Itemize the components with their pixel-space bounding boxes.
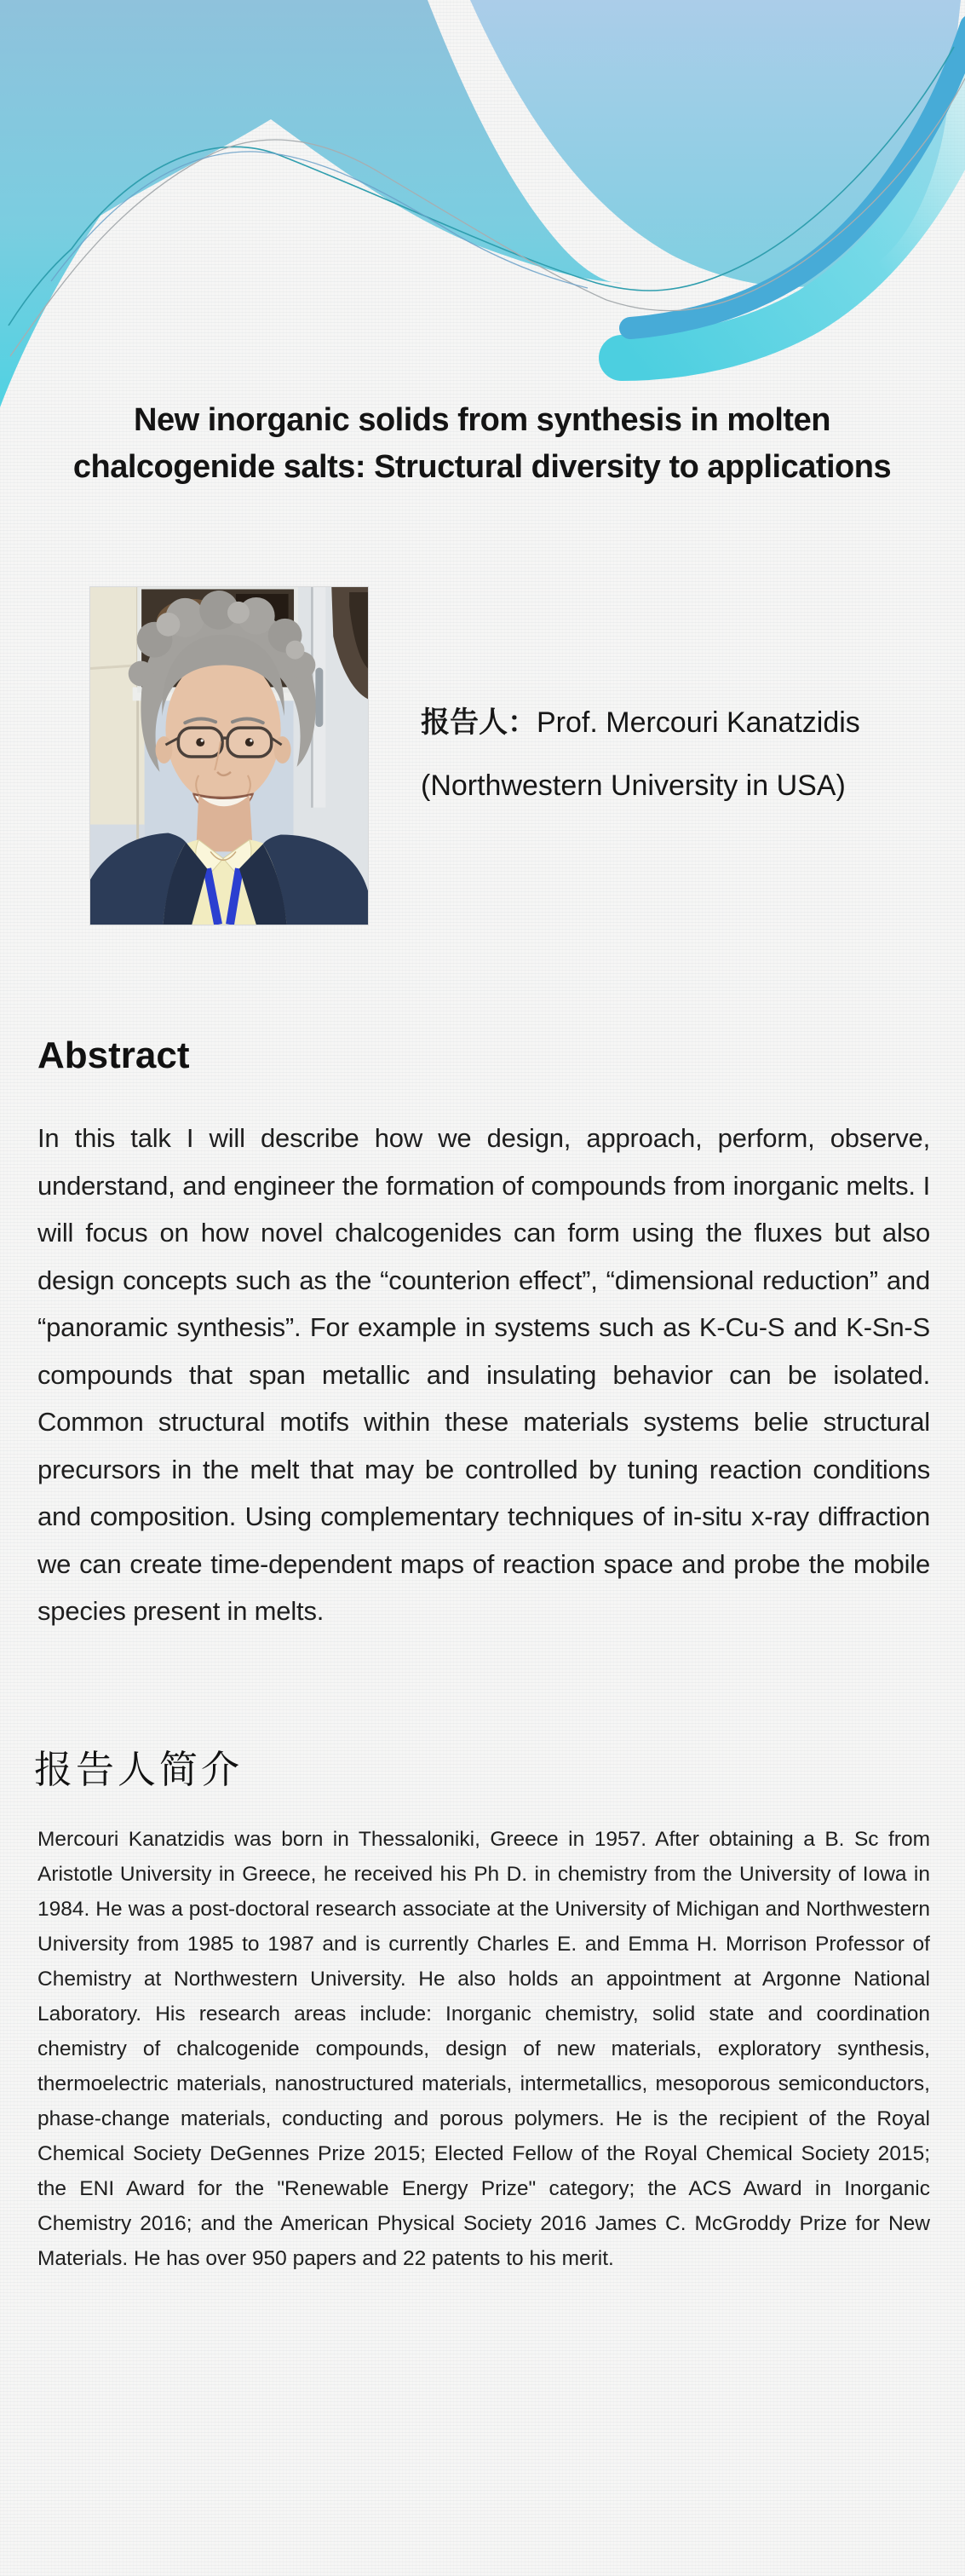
abstract-heading: Abstract xyxy=(37,1034,190,1076)
page-title: New inorganic solids from synthesis in molten chalcogenide salts: Structural diversity to applications xyxy=(72,402,892,485)
bio-heading: 报告人简介 xyxy=(34,1749,244,1791)
wave-header-graphic xyxy=(0,0,965,596)
speaker-label: 报告人： xyxy=(421,706,537,739)
speaker-name: Prof. Mercouri Kanatzidis xyxy=(537,706,860,739)
speaker-info xyxy=(421,699,860,803)
speaker-portrait-graphic xyxy=(90,587,368,925)
bio-body: Mercouri Kanatzidis was born in Thessaloniki, Greece in 1957. After obtaining a B. Sc from Aristotle University in Greece, he received his Ph D. in chemistry from the University of Iowa in 1984. He was a post-doctoral research associate at the University of Michigan and Northwestern University from 1985 to 1987 and is currently Charles E. and Emma H. Morrison Professor of Chemistry at Northwestern University. He also holds an appointment at Argonne National Laboratory. His research areas include: Inorganic chemistry, solid state and coordination chemistry of chalcogenide compounds, design of new materials, exploratory synthesis, thermoelectric materials, nanostructured materials, intermetallics, mesoporous semiconductors, phase-change materials, conducting and porous polymers. He is the recipient of the Royal Chemical Society DeGennes Prize 2015; Elected Fellow of the Royal Chemical Society 2015; the ENI Award for the "Renewable Energy Prize" category; the ACS Award in Inorganic Chemistry 2016; and the American Physical Society 2016 James C. McGroddy Prize for New Materials. He has over 950 papers and 22 patents to his merit. xyxy=(37,1828,930,2270)
speaker-name-line xyxy=(421,699,860,741)
speaker-photo xyxy=(89,586,369,925)
speaker-affiliation: (Northwestern University in USA) xyxy=(421,769,846,802)
abstract-body: In this talk I will describe how we design, approach, perform, observe, understand, and engineer the formation of compounds from inorganic melts. I will focus on how novel chalcogenides can form using the fluxes but also design concepts such as the “counterion effect”, “dimensional reduction” and “panoramic synthesis”. For example in systems such as K-Cu-S and K-Sn-S compounds that span metallic and insulating behavior can be isolated. Common structural motifs within these materials systems belie structural precursors in the melt that may be controlled by tuning reaction conditions and composition. Using complementary techniques of in-situ x-ray diffraction we can create time-dependent maps of reaction space and probe the mobile species present in melts. xyxy=(37,1123,930,1626)
